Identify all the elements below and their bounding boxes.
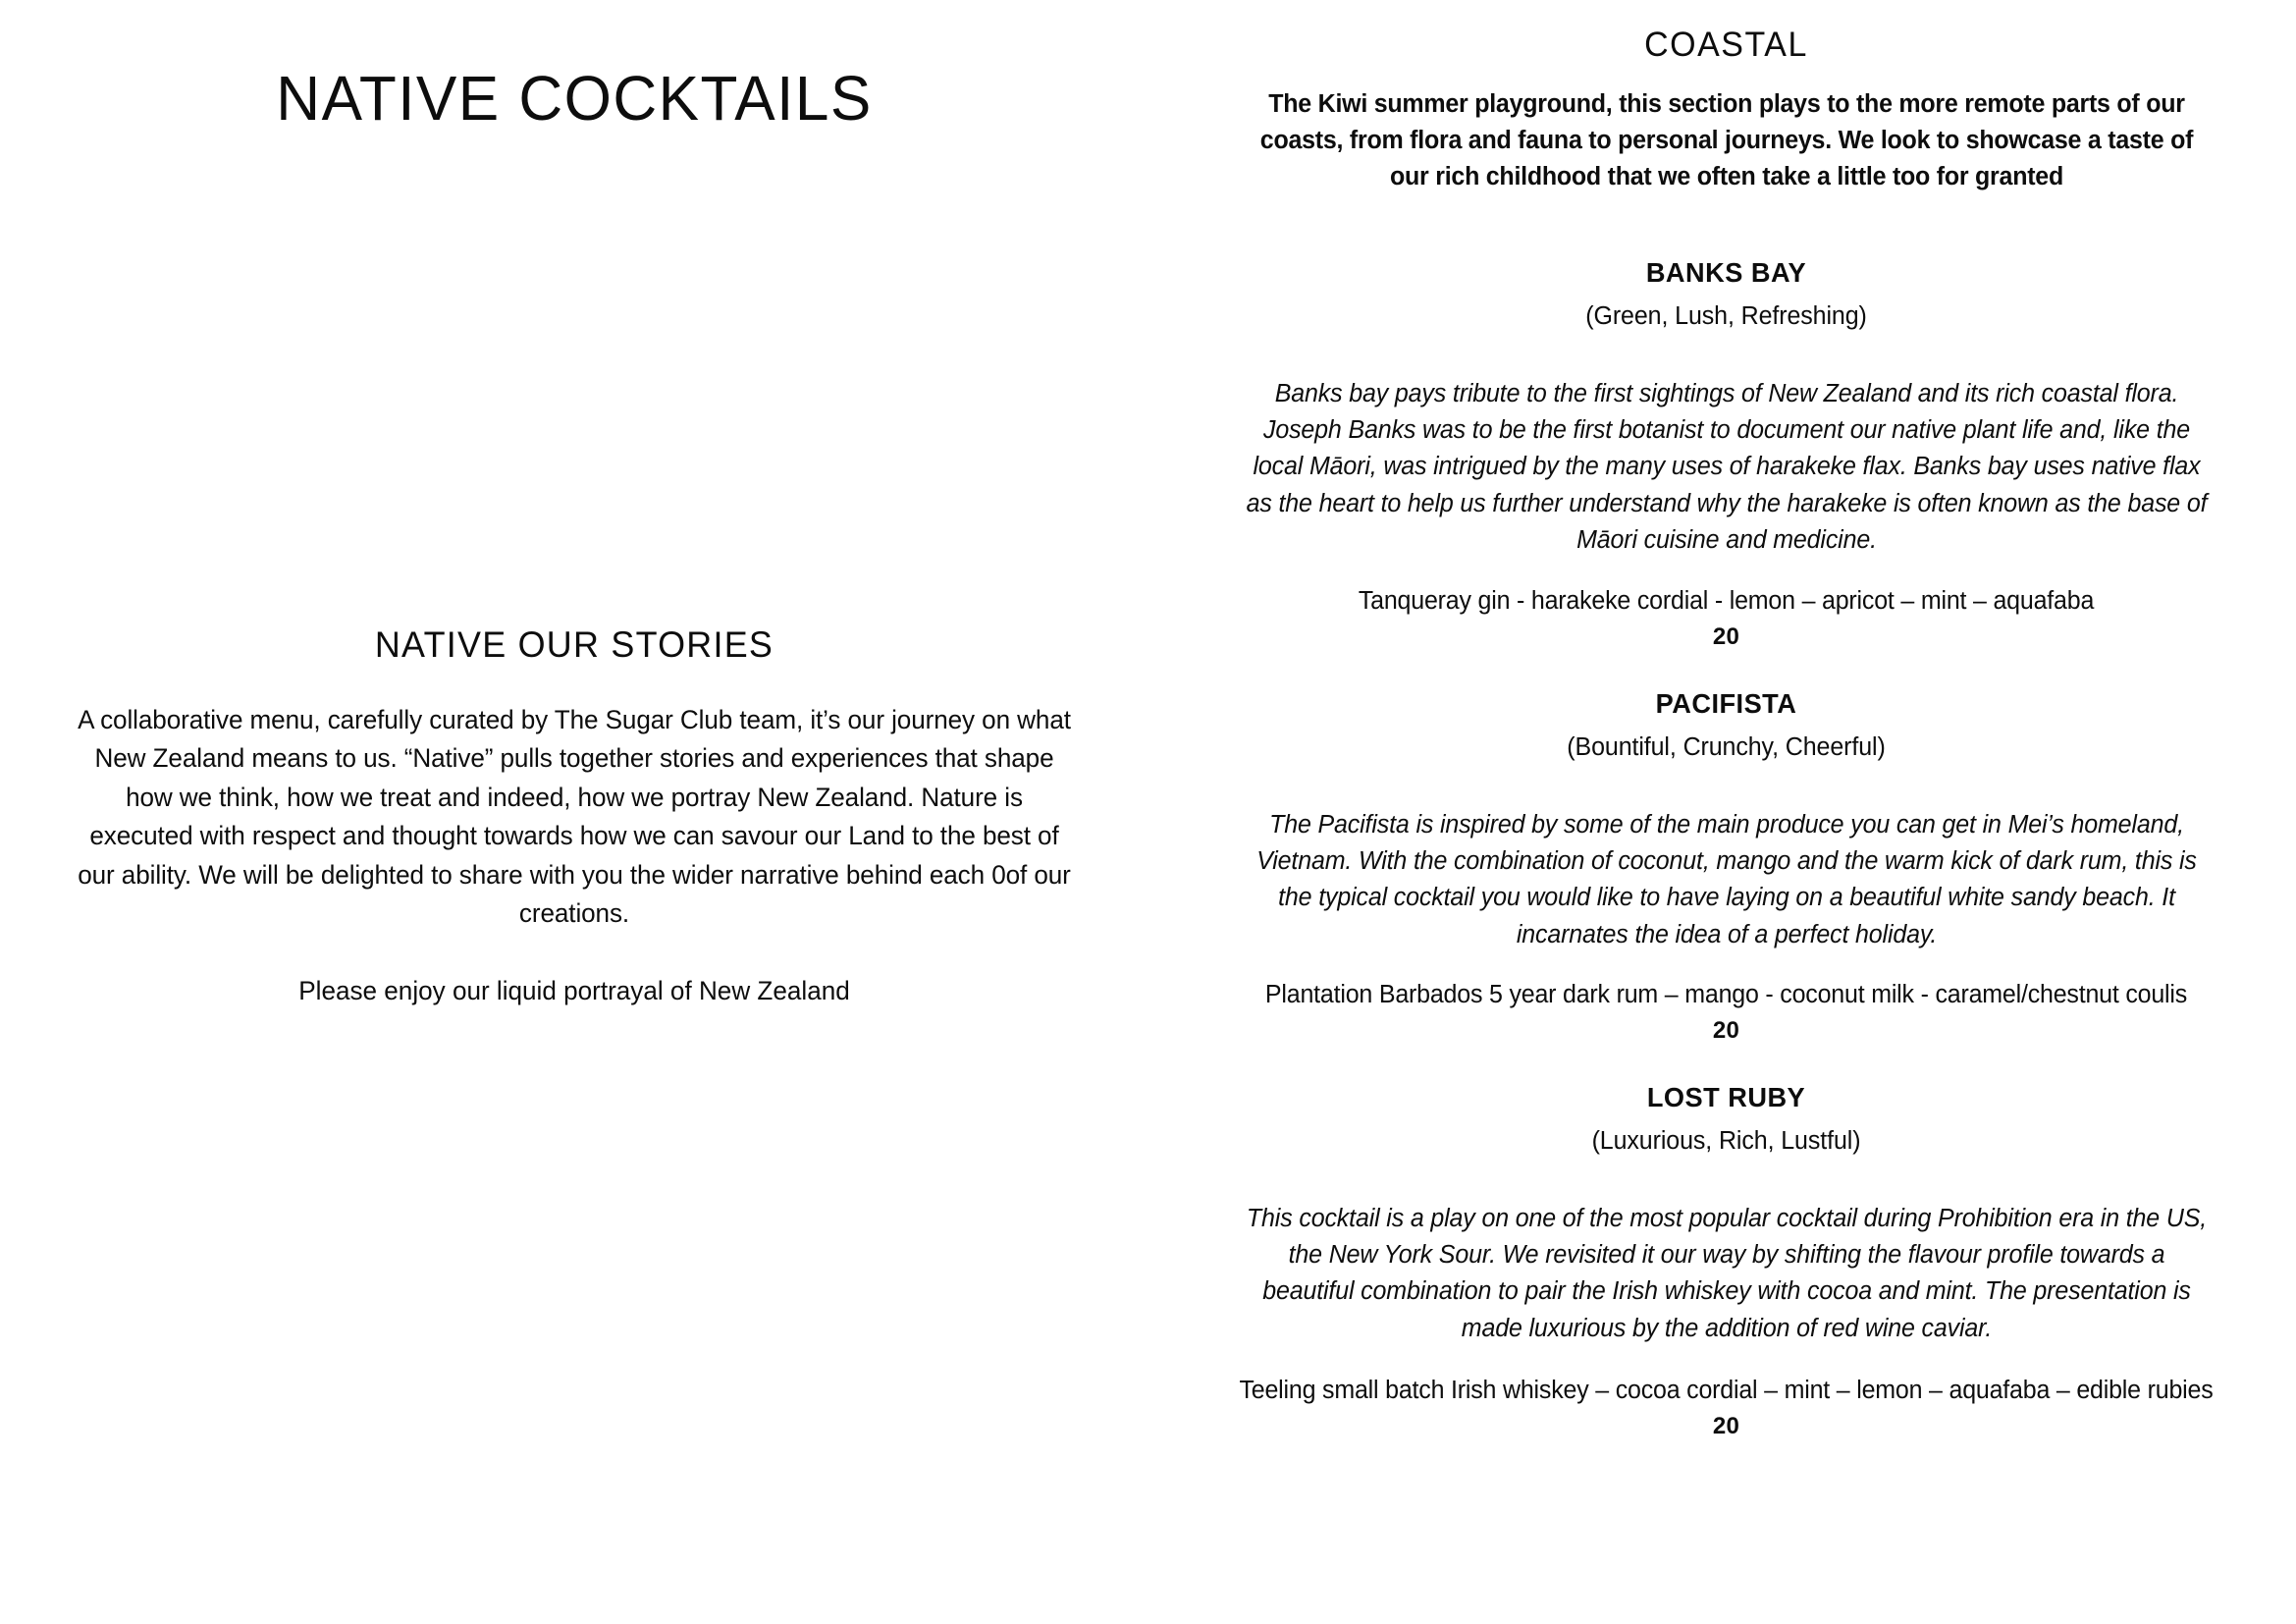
section-description: The Kiwi summer playground, this section plays to the more remote parts of our coasts, from flora and fauna to personal journeys. We look to showcase a taste of our rich childhood that we often take a little too for granted (1259, 90, 2193, 190)
cocktail-item (1227, 1082, 2225, 1440)
cocktail-name: LOST RUBY (1646, 1081, 1806, 1112)
cocktail-name: PACIFISTA (1655, 688, 1797, 719)
cocktail-ingredients: Teeling small batch Irish whiskey – cocoa cordial – mint – lemon – aquafaba – edible rubies (1239, 1376, 2214, 1404)
right-page (1148, 0, 2296, 1624)
cocktail-story: This cocktail is a play on one of the most popular cocktail during Prohibition era in the US, the New York Sour. We revisited it our way by shifting the flavour profile towards a beautiful combination to pair the Irish whiskey with cocoa and mint. The presentation is made luxurious by the addition of red wine caviar. (1246, 1204, 2207, 1342)
cocktail-story: The Pacifista is inspired by some of the main produce you can get in Mei’s homeland, Vietnam. With the combination of coconut, mango and the warm kick of dark rum, this is the typical cocktail you would like to have laying on a beautiful white sandy beach. It incarnates the idea of a perfect holiday. (1255, 811, 2197, 948)
menu-title: NATIVE COCKTAILS (276, 62, 873, 134)
cocktail-tasting-notes: (Green, Lush, Refreshing) (1585, 301, 1867, 330)
our-stories-section (0, 624, 1148, 1010)
cocktail-item (1227, 257, 2225, 651)
section-name: COASTAL (1644, 26, 1808, 64)
our-stories-body: A collaborative menu, carefully curated by The Sugar Club team, it’s our journey on what New Zealand means to us. “Native” pulls together stories and experiences that shape how we think, how we treat and indeed, how we portray New Zealand. Nature is executed with respect and thought towards how we can savour our Land to the best of our ability. We will be delighted to share with you the wider narrative behind each 0of our creations. (78, 705, 1071, 929)
cocktail-ingredients: Plantation Barbados 5 year dark rum – mango - coconut milk - caramel/chestnut coulis (1264, 980, 2188, 1008)
cocktail-story: Banks bay pays tribute to the first sightings of New Zealand and its rich coastal flora. Joseph Banks was to be the first botanist to document our native plant life and, like the local Māori, was intrigued by the many uses of harakeke flax. Banks bay uses native flax as the heart to help us further understand why the harakeke is often known as the base of Māori cuisine and medicine. (1246, 379, 2207, 554)
cocktail-price: 20 (1712, 1412, 1740, 1439)
cocktail-price: 20 (1712, 1016, 1740, 1044)
cocktail-tasting-notes: (Luxurious, Rich, Lustful) (1591, 1126, 1861, 1155)
cocktail-item (1227, 688, 2225, 1045)
cocktail-price: 20 (1712, 623, 1740, 650)
our-stories-closing: Please enjoy our liquid portrayal of New Zealand (298, 975, 850, 1005)
cocktail-tasting-notes: (Bountiful, Crunchy, Cheerful) (1567, 733, 1886, 761)
cocktail-name: BANKS BAY (1645, 256, 1807, 288)
our-stories-heading: NATIVE OUR STORIES (374, 624, 774, 665)
cocktail-ingredients: Tanqueray gin - harakeke cordial - lemon – apricot – mint – aquafaba (1358, 587, 2095, 615)
coastal-section-header (1227, 26, 2225, 195)
